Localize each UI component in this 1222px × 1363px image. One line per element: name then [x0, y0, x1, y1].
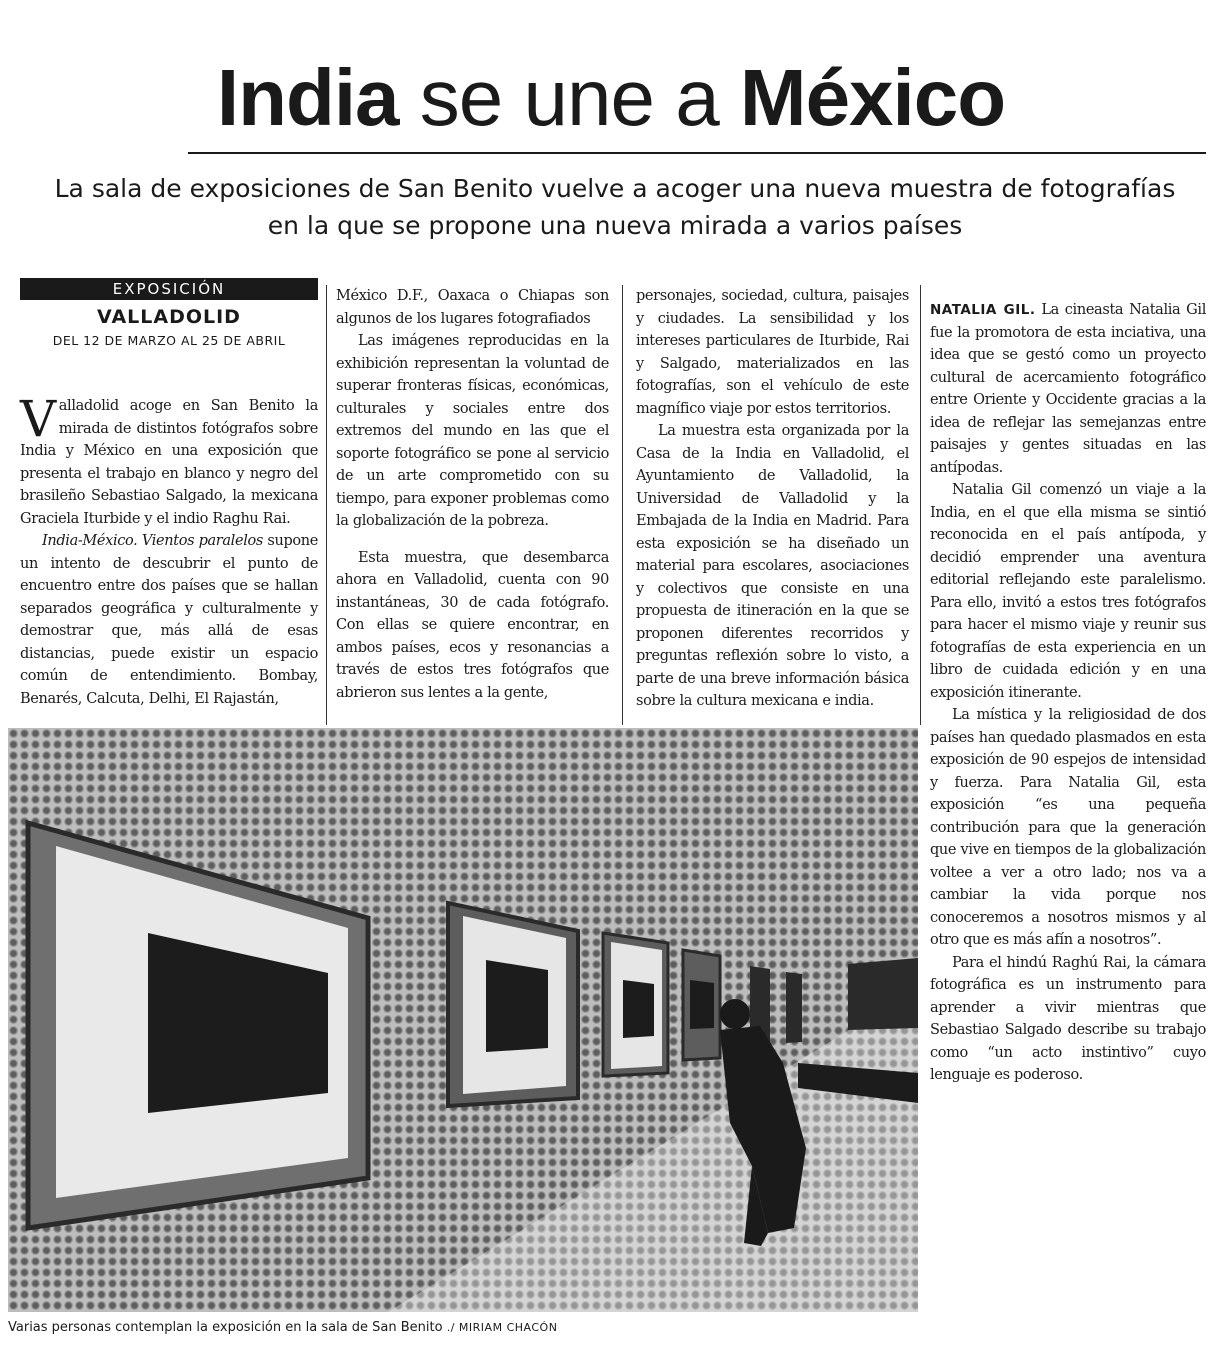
city-label: VALLADOLID — [97, 306, 241, 328]
photo-caption — [8, 1318, 918, 1338]
subheadline-line-2: en la que se propone una nueva mirada a varios países — [267, 211, 963, 240]
paragraph-4: Esta muestra, que desembarca ahora en Valladolid, cuenta con 90 instantáneas, 30 de cada fotógrafo. Con ellas se quiere encontrar, en ambos países, ecos y resonancias a través de estos tres fotógrafos que abrieron sus lentes a la gente, — [336, 549, 609, 701]
paragraph-natalia-gil — [930, 299, 1206, 479]
section-label: EXPOSICIÓN — [20, 278, 318, 300]
headline — [0, 52, 1222, 144]
paragraph-intro — [20, 390, 318, 530]
paragraph-4-continued: personajes, sociedad, cultura, paisajes y ciudades. La sensibilidad y los intereses particulares de Iturbide, Rai y Salgado, materializados en las fotografías, son el vehículo de este magnífico viaje por estos territorios. — [636, 288, 909, 417]
article-column-3 — [636, 285, 909, 713]
headline-rule — [188, 152, 1206, 154]
column-rule-3 — [920, 285, 921, 725]
paragraph-title-intro — [20, 530, 318, 710]
column-rule-1 — [326, 285, 327, 725]
caption-text: Varias personas contemplan la exposición en la sala de San Benito — [8, 1320, 443, 1335]
subhead-natalia-gil: NATALIA GIL. — [930, 302, 1036, 318]
article-column-4 — [930, 285, 1206, 1087]
paragraph-2-text-part-1: supone un intento de descubrir el punto de encuentro entre dos países que se hallan separados geográfica y culturalmente y demostrar que, más allá de esas distancias, puede existir un espacio común de entendimiento. Bombay, Benarés, Calcuta, Delhi, El Rajastán, — [20, 533, 318, 707]
article-column-2 — [336, 285, 609, 704]
column-rule-2 — [622, 285, 623, 725]
drop-cap: V — [20, 390, 56, 448]
subheadline — [20, 170, 1210, 244]
headline-word-india: India — [216, 53, 399, 142]
paragraph-6-text: La cineasta Natalia Gil fue la promotora de esta inciativa, una idea que se gestó como un proyecto cultural de acercamiento fotográfico entre Oriente y Occidente gracias a la idea de reflejar las semejanzas entre paisajes y gentes situadas en las antípodas. — [930, 302, 1206, 476]
exhibition-photo — [8, 728, 918, 1312]
exhibition-title: India-México. Vientos paralelos — [42, 533, 263, 549]
paragraph-5: La muestra esta organizada por la Casa de la India en Valladolid, el Ayuntamiento de Valladolid, la Universidad de Valladolid y la Embajada de la India en Madrid. Para esta exposición se ha diseñado un material para escolares, asociaciones y colectivos que consiste en una propuesta de itineración en la que se proponen diferentes recorridos y preguntas reflexión sobre lo visto, a parte de una breve información básica sobre la cultura mexicana e india. — [636, 423, 909, 709]
paragraph-2-continued: México D.F., Oaxaca o Chiapas son algunos de los lugares fotografiados — [336, 288, 609, 327]
photo-credit: ./ MIRIAM CHACÓN — [446, 1321, 558, 1334]
headline-word-mexico: México — [739, 53, 1006, 142]
photo-illustration — [8, 728, 918, 1312]
paragraph-8: La mística y la religiosidad de dos países han quedado plasmados en esta exposición de 90 espejos de intensidad y fuerza. Para Natalia Gil, esta exposición “es una pequeña contribución para que la generación que vive en tiempos de la globalización voltee a ver a otro lado; nos va a cambiar la vida porque nos conoceremos a nosotros mismos y al otro que es más afín a nosotros”. — [930, 707, 1206, 948]
article-column-1 — [20, 390, 318, 710]
headline-middle: se une a — [398, 53, 740, 142]
intro-text: alladolid acoge en San Benito la mirada de distintos fotógrafos sobre India y México en una exposición que presenta el trabajo en blanco y negro del brasileño Sebastiao Salgado, la mexicana Graciela Iturbide y el indio Raghu Rai. — [20, 398, 318, 527]
paragraph-7: Natalia Gil comenzó un viaje a la India, en el que ella misma se sintió reconocida en el país antípoda, y decidió emprender una aventura editorial reflejando este paralelismo. Para ello, invitó a estos tres fotógrafos para hacer el mismo viaje y reunir sus fotografías de esta experiencia en un libro de cuidada edición y en una exposición itinerante. — [930, 482, 1206, 701]
subheadline-line-1: La sala de exposiciones de San Benito vuelve a acoger una nueva muestra de fotografías — [54, 174, 1176, 203]
paragraph-3: Las imágenes reproducidas en la exhibición representan la voluntad de superar fronteras físicas, económicas, culturales y sociales entre dos extremos del mundo en las que el soporte fotográfico se pone al servicio de un arte comprometido con su tiempo, para exponer problemas como la globalización de la pobreza. — [336, 333, 609, 529]
paragraph-9: Para el hindú Raghú Rai, la cámara fotográfica es un instrumento para aprender a vivir mientras que Sebastiao Salgado describe su trabajo como “un acto instintivo” cuyo lenguaje es poderoso. — [930, 954, 1206, 1083]
exhibition-dates: DEL 12 DE MARZO AL 25 DE ABRIL — [52, 333, 286, 348]
